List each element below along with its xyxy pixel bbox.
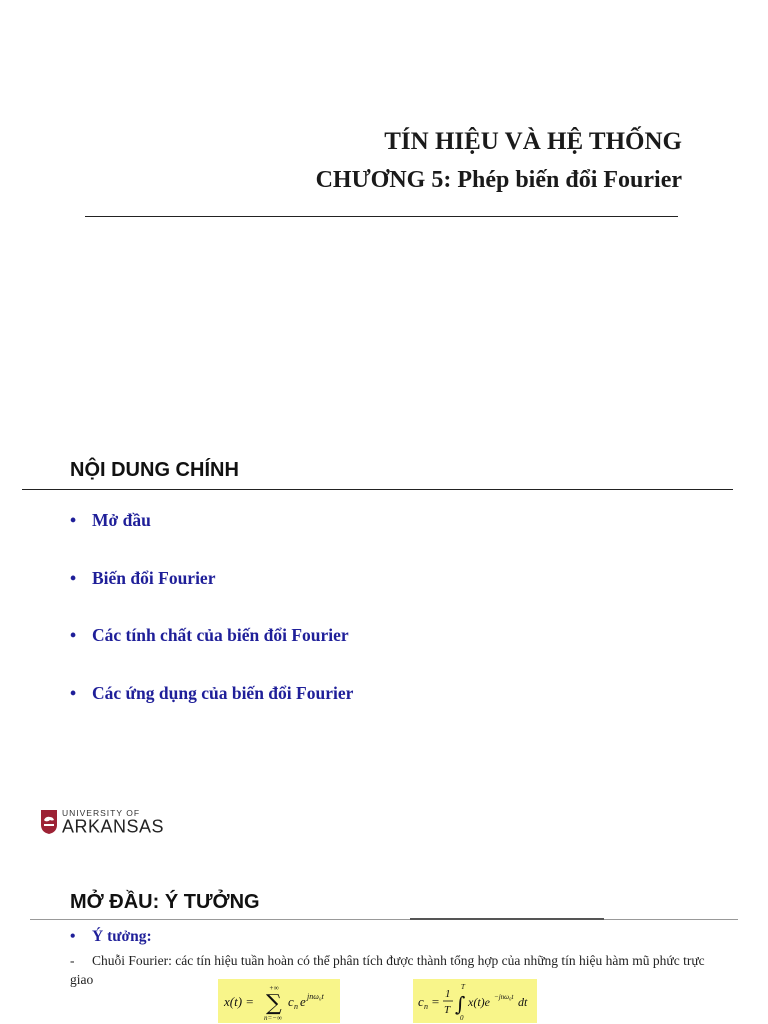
svg-text:T: T	[461, 983, 465, 991]
svg-text:n: n	[294, 1002, 298, 1011]
list-item	[70, 625, 353, 683]
svg-text:∫: ∫	[455, 992, 466, 1016]
idea-label	[70, 928, 152, 946]
svg-text:−jnω₀t: −jnω₀t	[494, 993, 514, 1001]
list-item	[70, 683, 353, 741]
svg-text:n=−∞: n=−∞	[264, 1014, 282, 1022]
list-item-label: Các ứng dụng của biến đổi Fourier	[92, 682, 354, 703]
fourier-coefficient-equation-image	[415, 979, 535, 1023]
bullet: •	[70, 682, 77, 703]
bullet: •	[70, 510, 77, 530]
list-item-label: Biến đổi Fourier	[92, 567, 216, 588]
svg-text:1: 1	[445, 988, 451, 1000]
list-item-label: Mở đầu	[92, 510, 151, 530]
list-item-label: Các tính chất của biến đổi Fourier	[92, 625, 349, 645]
svg-text:x(t) =: x(t) =	[224, 994, 255, 1009]
dash-marker: -	[70, 953, 75, 968]
idea-description	[70, 951, 710, 989]
contents-divider	[22, 489, 733, 490]
fourier-coefficient-formula	[413, 979, 537, 1023]
svg-text:+∞: +∞	[269, 984, 279, 992]
razorback-shield-icon	[40, 809, 58, 835]
svg-text:dt: dt	[518, 995, 528, 1009]
title-divider	[85, 216, 678, 217]
svg-text:=: =	[431, 994, 440, 1009]
page-title: TÍN HIỆU VÀ HỆ THỐNG	[384, 128, 682, 155]
university-logo	[40, 807, 164, 837]
intro-heading: MỞ ĐẦU: Ý TƯỞNG	[70, 891, 260, 913]
svg-text:e: e	[300, 994, 306, 1009]
svg-text:T: T	[444, 1004, 451, 1016]
intro-divider-accent	[410, 918, 604, 920]
bullet: •	[70, 928, 76, 945]
chapter-subtitle: CHƯƠNG 5: Phép biến đổi Fourier	[315, 167, 682, 193]
fourier-series-equation-image	[220, 979, 338, 1023]
svg-text:∑: ∑	[266, 991, 282, 1016]
svg-text:0: 0	[460, 1014, 464, 1022]
logo-line-arkansas: ARKANSAS	[62, 815, 165, 837]
list-item	[70, 568, 353, 626]
svg-text:c: c	[418, 994, 424, 1009]
svg-text:jnω₀t: jnω₀t	[307, 992, 324, 1001]
bullet: •	[70, 567, 77, 588]
idea-description-text: Chuỗi Fourier: các tín hiệu tuần hoàn có thể phân tích được thành tổng hợp của những tín hiệu hàm mũ phức trực giao	[70, 953, 705, 987]
logo-line-university: UNIVERSITY OF	[62, 807, 141, 818]
svg-text:n: n	[424, 1002, 428, 1011]
svg-text:c: c	[288, 994, 294, 1009]
intro-divider	[30, 919, 738, 920]
contents-list	[70, 510, 353, 740]
svg-text:x(t)e: x(t)e	[468, 995, 490, 1009]
list-item	[70, 510, 353, 568]
fourier-series-formula	[218, 979, 340, 1023]
contents-heading: NỘI DUNG CHÍNH	[70, 459, 239, 481]
bullet: •	[70, 625, 77, 645]
idea-label-text: Ý tưởng:	[92, 928, 152, 945]
